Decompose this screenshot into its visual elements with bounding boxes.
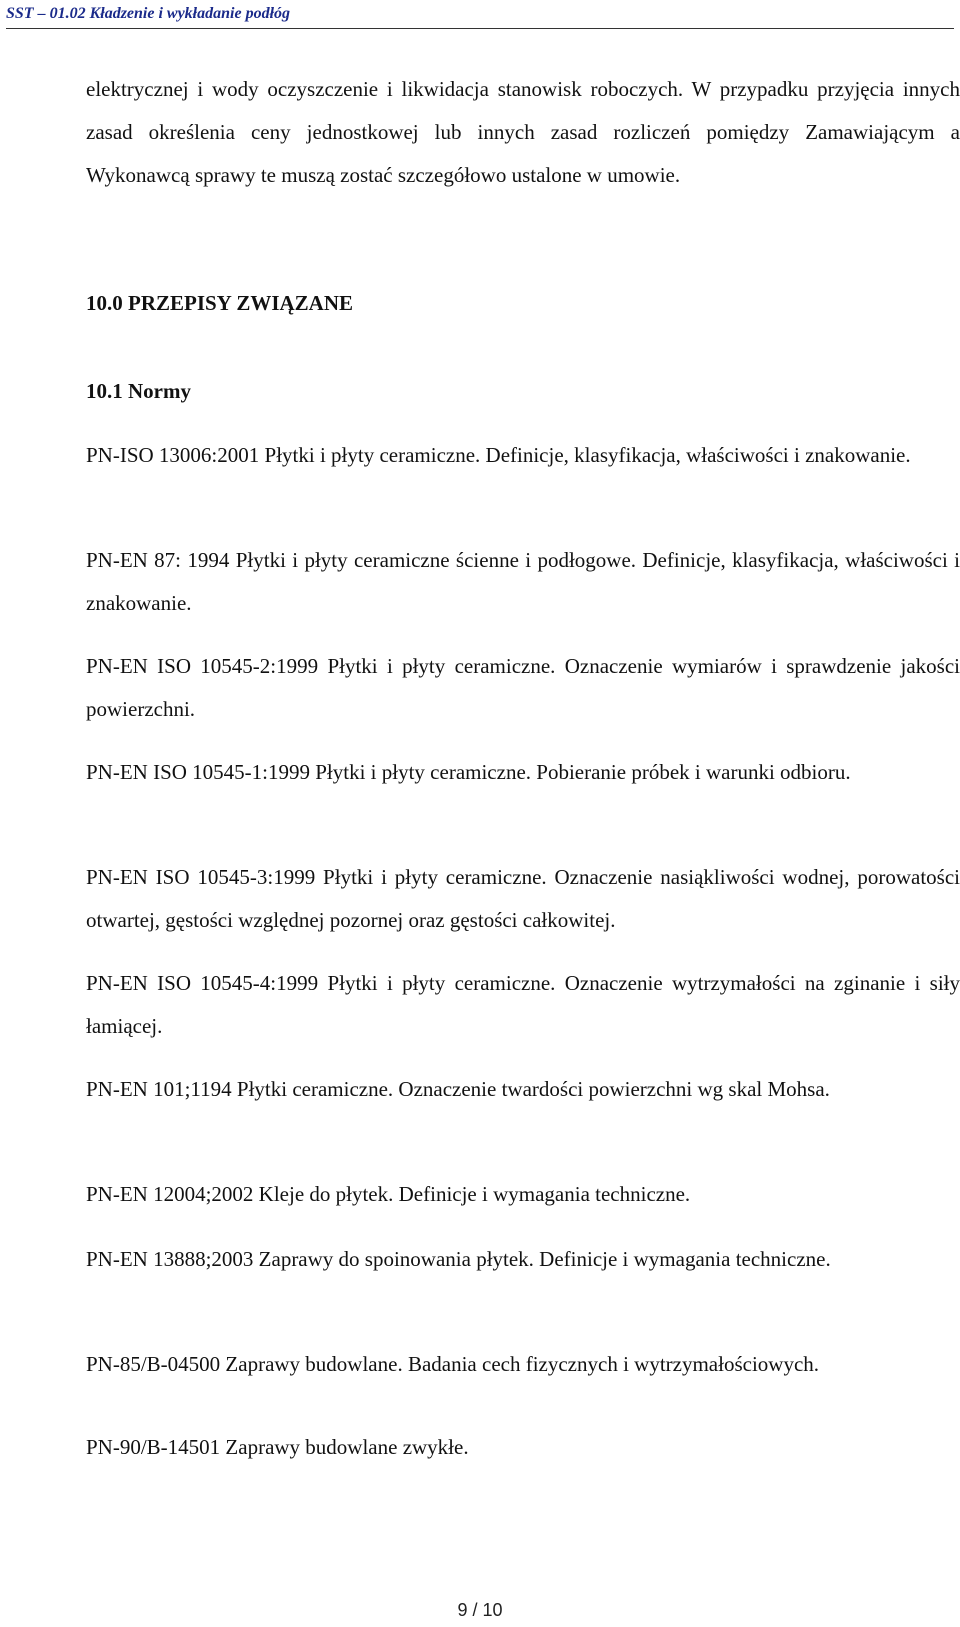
document-title: SST – 01.02 Kładzenie i wykładanie podłóg [6, 5, 291, 22]
page-number: 9 / 10 [457, 1600, 503, 1620]
header-divider [6, 28, 954, 29]
norm-item: PN-EN 12004;2002 Kleje do płytek. Definicje i wymagania techniczne. [86, 1182, 691, 1206]
norm-item: PN-EN 101;1194 Płytki ceramiczne. Oznaczenie twardości powierzchni wg skal Mohsa. [86, 1077, 830, 1101]
norm-item: PN-85/B-04500 Zaprawy budowlane. Badania cech fizycznych i wytrzymałościowych. [86, 1352, 820, 1376]
norm-item: PN-EN ISO 10545-4:1999 Płytki i płyty ceramiczne. Oznaczenie wytrzymałości na zginanie i siły łamiącej. [86, 971, 960, 1038]
norm-item: PN-EN ISO 10545-3:1999 Płytki i płyty ceramiczne. Oznaczenie nasiąkliwości wodnej, porowatości otwartej, gęstości względnej pozornej oraz gęstości całkowitej. [86, 865, 960, 932]
section-heading: 10.0 PRZEPISY ZWIĄZANE [86, 291, 354, 315]
page-header [6, 4, 954, 26]
norm-item: PN-90/B-14501 Zaprawy budowlane zwykłe. [86, 1435, 469, 1459]
intro-paragraph: elektrycznej i wody oczyszczenie i likwidacja stanowisk roboczych. W przypadku przyjęcia innych zasad określenia ceny jednostkowej lub innych zasad rozliczeń pomiędzy Zamawiającym a Wykonawcą sprawy te muszą zostać szczegółowo ustalone w umowie. [86, 77, 960, 187]
norm-item: PN-EN 87: 1994 Płytki i płyty ceramiczne ścienne i podłogowe. Definicje, klasyfikacja, właściwości i znakowanie. [86, 548, 960, 615]
subsection-heading: 10.1 Normy [86, 379, 191, 403]
norm-item: PN-ISO 13006:2001 Płytki i płyty ceramiczne. Definicje, klasyfikacja, właściwości i znakowanie. [86, 443, 911, 467]
norm-item: PN-EN 13888;2003 Zaprawy do spoinowania płytek. Definicje i wymagania techniczne. [86, 1247, 831, 1271]
norm-item: PN-EN ISO 10545-1:1999 Płytki i płyty ceramiczne. Pobieranie próbek i warunki odbioru. [86, 760, 851, 784]
norm-item: PN-EN ISO 10545-2:1999 Płytki i płyty ceramiczne. Oznaczenie wymiarów i sprawdzenie jakości powierzchni. [86, 654, 960, 721]
